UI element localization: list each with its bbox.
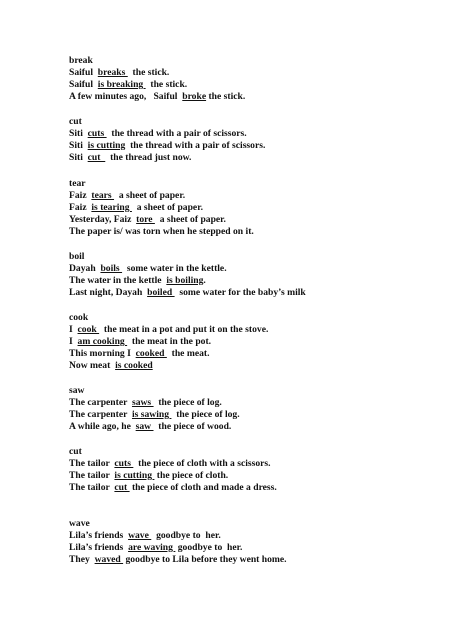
heading-break: break — [69, 55, 93, 66]
heading-wave: wave — [69, 518, 90, 529]
verb-underlined: cuts — [87, 128, 107, 139]
sentence: Siti cuts the thread with a pair of scissors. — [69, 128, 247, 139]
sentence: The carpenter is sawing the piece of log. — [69, 409, 240, 420]
sentence: The carpenter saws the piece of log. — [69, 397, 222, 408]
verb-underlined: breaks — [97, 67, 128, 78]
sentence: Faiz is tearing a sheet of paper. — [69, 202, 203, 213]
sentence: This morning I cooked the meat. — [69, 348, 210, 359]
sentence: Lila’s friends wave goodbye to her. — [69, 530, 221, 541]
sentence: Lila’s friends are waving goodbye to her. — [69, 542, 243, 553]
sentence: The tailor is cutting the piece of cloth. — [69, 470, 229, 481]
heading-tear: tear — [69, 178, 86, 189]
sentence: The tailor cuts the piece of cloth with a scissors. — [69, 458, 271, 469]
verb-underlined: is cooked — [115, 360, 153, 371]
heading-cut: cut — [69, 116, 82, 127]
verb-underlined: cut — [114, 482, 130, 493]
sentence: A few minutes ago, Saiful broke the stick. — [69, 91, 246, 102]
heading-saw: saw — [69, 385, 85, 396]
verb-underlined: broke — [182, 91, 207, 102]
verb-underlined: is tearing — [91, 202, 132, 213]
sentence: Saiful breaks the stick. — [69, 67, 170, 78]
heading-boil: boil — [69, 251, 85, 262]
verb-underlined: tore — [136, 214, 155, 225]
sentence: Last night, Dayah boiled some water for the baby’s milk — [69, 287, 306, 298]
sentence: Saiful is breaking the stick. — [69, 79, 188, 90]
heading-cut-tailor: cut — [69, 446, 82, 457]
sentence: Faiz tears a sheet of paper. — [69, 190, 186, 201]
verb-underlined: is boiling — [166, 275, 204, 286]
sentence: A while ago, he saw the piece of wood. — [69, 421, 232, 432]
sentence: Now meat is cooked — [69, 360, 153, 371]
verb-underlined: am cooking — [77, 336, 128, 347]
sentence: I am cooking the meat in the pot. — [69, 336, 212, 347]
verb-underlined: is breaking — [97, 79, 146, 90]
sentence: The tailor cut the piece of cloth and made a dress. — [69, 482, 277, 493]
sentence: Siti cut the thread just now. — [69, 152, 192, 163]
verb-underlined: cooked — [135, 348, 167, 359]
verb-underlined: cuts — [114, 458, 134, 469]
sentence: I cook the meat in a pot and put it on the stove. — [69, 324, 269, 335]
verb-underlined: tears — [91, 190, 115, 201]
verb-underlined: wave — [128, 530, 152, 541]
verb-underlined: waved — [94, 554, 124, 565]
sentence: Dayah boils some water in the kettle. — [69, 263, 227, 274]
heading-cook: cook — [69, 312, 89, 323]
sentence: The water in the kettle is boiling. — [69, 275, 206, 286]
verb-underlined: is sawing — [131, 409, 172, 420]
verb-underlined: saw — [135, 421, 154, 432]
sentence: They waved goodbye to Lila before they went home. — [69, 554, 287, 565]
sentence: Yesterday, Faiz tore a sheet of paper. — [69, 214, 226, 225]
sentence: Siti is cutting the thread with a pair of scissors. — [69, 140, 266, 151]
sentence: The paper is/ was torn when he stepped on it. — [69, 226, 254, 237]
verb-underlined: boiled — [147, 287, 175, 298]
verb-underlined: are waving — [128, 542, 176, 553]
verb-underlined: boils — [100, 263, 123, 274]
verb-underlined: is cutting — [114, 470, 155, 481]
verb-underlined: cut — [87, 152, 106, 163]
verb-underlined: is cutting — [87, 140, 126, 151]
verb-underlined: saws — [131, 397, 154, 408]
verb-underlined: cook — [77, 324, 100, 335]
